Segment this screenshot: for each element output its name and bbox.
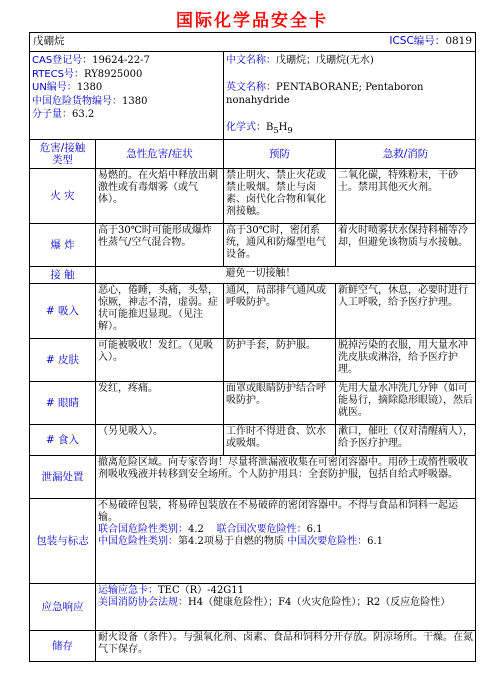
nfpa-code: 美国消防协会法规：H4（健康危险性）；F4（火灾危险性）；R2（反应危险性）	[98, 597, 451, 608]
aid-cell: 着火时喷雾状水保持料桶等冷却，但避免该物质与水接触。	[336, 224, 476, 267]
packaging-label: 包装与标志	[30, 499, 96, 584]
name-row	[30, 33, 476, 52]
molecular-weight: 分子量：63.2	[32, 109, 95, 120]
identity-right	[224, 52, 476, 140]
aid-cell: 先用大量水冲洗几分钟（如可能易行，摘除隐形眼镜），然后就医。	[336, 382, 476, 425]
identity-left	[30, 52, 224, 140]
hazard-row-skin	[30, 339, 476, 382]
row-label: # 食入	[30, 425, 96, 456]
icsc-number: ICSC编号：0819	[389, 35, 473, 47]
prevention-cell: 防护手套，防护服。	[224, 339, 336, 382]
emergency-label: 应急响应	[30, 584, 96, 631]
symptom-cell: 可能被吸收！发红。（见吸入）。	[96, 339, 224, 382]
symptom-cell: 易燃的。在火焰中释放出刺激性或有毒烟雾（或气体）。	[96, 169, 224, 224]
un-hazard-class: 联合国危险性类别：4.2 联合国次要危险性：6.1	[98, 524, 323, 535]
row-label: 火 灾	[30, 169, 96, 224]
emergency-cell	[96, 584, 476, 631]
row-label: 爆 炸	[30, 224, 96, 267]
chemical-name: 戊硼烷	[33, 35, 65, 47]
safety-card	[29, 32, 475, 662]
hazard-row-explosion	[30, 224, 476, 267]
chemical-formula: 化学式：$B_5H_9$	[226, 121, 293, 135]
storage-row	[30, 631, 476, 662]
prevention-cell: 工作时不得进食、饮水或吸烟。	[224, 425, 336, 456]
col-prevention: 预防	[224, 140, 336, 169]
col-symptoms: 急性危害/症状	[96, 140, 224, 169]
spill-row	[30, 456, 476, 499]
transport-card: 运输应急卡：TEC（R）-42G11	[98, 585, 244, 596]
hazard-row-ingestion	[30, 425, 476, 456]
packaging-row	[30, 499, 476, 584]
hazard-row-eyes	[30, 382, 476, 425]
col-first-aid: 急救/消防	[336, 140, 476, 169]
prevention-cell: 禁止明火、禁止火花或禁止吸烟。禁止与卤素、卤代化合物和氧化剂接触。	[224, 169, 336, 224]
spill-text: 撤离危险区域。向专家咨询！尽量将泄漏液收集在可密闭容器中。用砂土或惰性吸收剂吸收残液并转移到安全场所。个人防护用具：全套防护服，包括自给式呼吸器。	[96, 456, 476, 499]
identity-row	[30, 52, 476, 140]
cn-hazard-class: 中国危险性类别：第4.2项易于自燃的物质 中国次要危险性：6.1	[98, 536, 383, 547]
row-label: # 皮肤	[30, 339, 96, 382]
aid-cell: 漱口，催吐（仅对清醒病人），给予医疗护理。	[336, 425, 476, 456]
aid-cell: 新鲜空气，休息，必要时进行人工呼吸，给予医疗护理。	[336, 284, 476, 339]
aid-cell: 脱掉污染的衣服，用大量水冲洗皮肤或淋浴，给予医疗护理。	[336, 339, 476, 382]
prevention-cell: 高于30℃时，密闭系统，通风和防爆型电气设备。	[224, 224, 336, 267]
column-header-row	[30, 140, 476, 169]
hazard-row-fire	[30, 169, 476, 224]
card-table	[29, 32, 476, 662]
row-label: # 吸入	[30, 284, 96, 339]
prevention-cell: 面罩或眼睛防护结合呼吸防护。	[224, 382, 336, 425]
symptom-cell: 发红，疼痛。	[96, 382, 224, 425]
cn-danger-number: 中国危险货物编号：1380	[32, 95, 148, 107]
symptom-cell: 高于30℃时可能形成爆炸性蒸气/空气混合物。	[96, 224, 224, 267]
symptom-cell: （另见吸入）。	[96, 425, 224, 456]
english-name: 英文名称：PENTABORANE; Pentaboron nonahydride	[226, 81, 424, 106]
rtecs-number: RTECS号：RY8925000	[32, 68, 143, 80]
cas-number: CAS登记号：19624-22-7	[32, 55, 150, 66]
col-hazard-type: 危害/接触 类型	[30, 140, 96, 169]
storage-text: 耐火设备（条件）。与强氧化剂、卤素、食品和饲料分开存放。阴凉场所。干燥。在氮气下保存。	[96, 631, 476, 662]
row-label: # 眼睛	[30, 382, 96, 425]
symptom-cell: 恶心，倦睡，头痛，头晕，惊厥，神志不清，虚弱。症状可能推迟显现。（见注解）。	[96, 284, 224, 339]
aid-cell: 二氧化碳，特殊粉末，干砂土。禁用其他灭火剂。	[336, 169, 476, 224]
storage-label: 储存	[30, 631, 96, 662]
card-title: 国际化学品安全卡	[176, 11, 328, 31]
hazard-row-contact	[30, 267, 476, 284]
packaging-text: 不易破碎包装，将易碎包装放在不易破碎的密闭容器中。不得与食品和饲料一起运输。	[98, 500, 458, 523]
emergency-row	[30, 584, 476, 631]
contact-note: 避免一切接触！	[224, 267, 476, 284]
packaging-cell	[96, 499, 476, 584]
row-label: 接 触	[30, 267, 96, 284]
spill-label: 泄漏处置	[30, 456, 96, 499]
chinese-name: 中文名称：戊硼烷；戊硼烷(无水)	[226, 55, 374, 66]
un-number: UN编号：1380	[32, 82, 103, 93]
prevention-cell: 通风，局部排气通风或呼吸防护。	[224, 284, 336, 339]
hazard-row-inhalation	[30, 284, 476, 339]
